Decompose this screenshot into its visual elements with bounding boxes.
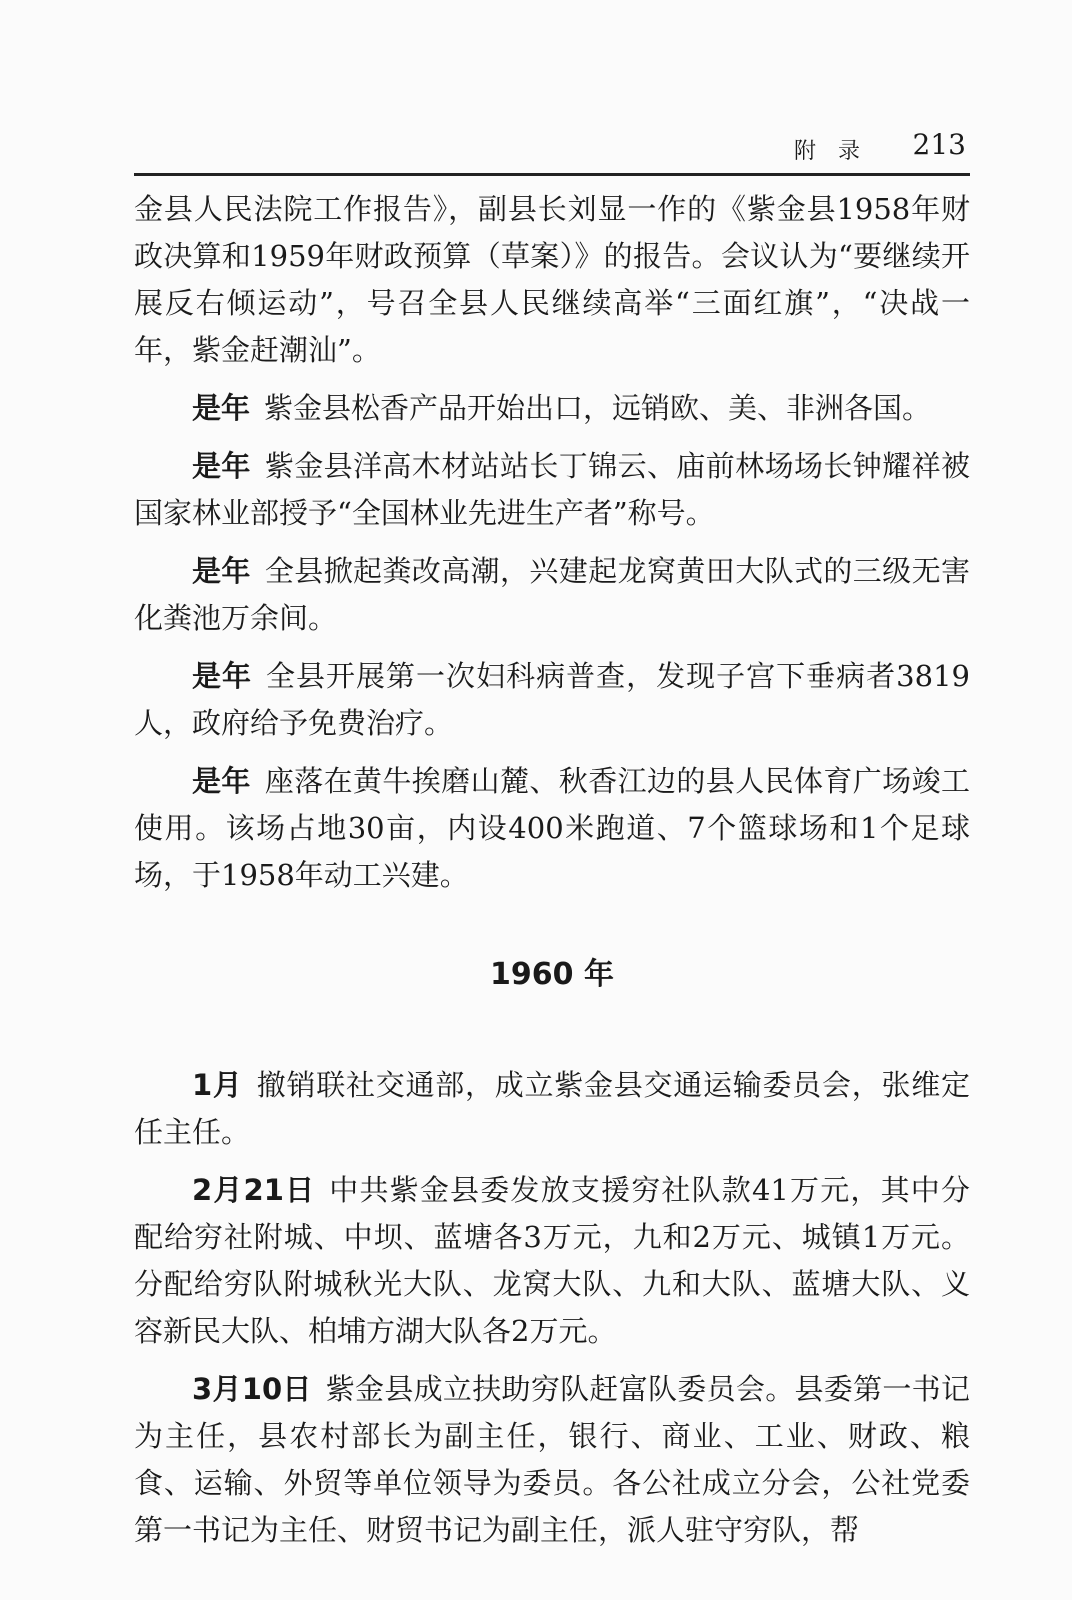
header-rule — [134, 173, 970, 176]
chronicle-entry — [134, 1062, 970, 1156]
entry-lead: 是年 — [192, 764, 251, 798]
paragraph — [134, 653, 970, 747]
paragraph — [134, 548, 970, 642]
section-title: 附录 — [793, 139, 882, 164]
paragraph-text: 全县开展第一次妇科病普查，发现子宫下垂病者3819人，政府给予免费治疗。 — [134, 659, 970, 740]
entry-date: 2月21日 — [192, 1173, 316, 1207]
paragraph — [134, 186, 970, 374]
chronicle-entry — [134, 1167, 970, 1355]
entry-lead: 是年 — [192, 554, 251, 588]
entry-lead: 是年 — [192, 391, 251, 425]
entry-lead: 是年 — [192, 449, 251, 483]
paragraph-text: 金县人民法院工作报告》，副县长刘显一作的《紫金县1958年财政决算和1959年财政预算（草案）》的报告。会议认为“要继续开展反右倾运动”，号召全县人民继续高举“三面红旗”，“决战一年，紫金赶潮汕”。 — [134, 192, 970, 367]
paragraph — [134, 758, 970, 899]
chronicle-entry — [134, 1366, 970, 1554]
entry-date: 3月10日 — [192, 1372, 312, 1406]
paragraph — [134, 385, 970, 432]
running-header — [134, 128, 970, 174]
paragraph-text: 全县掀起粪改高潮，兴建起龙窝黄田大队式的三级无害化粪池万余间。 — [134, 554, 970, 635]
entry-date: 1月 — [192, 1068, 243, 1102]
page-body — [134, 186, 970, 1565]
year-heading: 1960 年 — [490, 957, 614, 992]
entry-lead: 是年 — [192, 659, 253, 693]
paragraph-text: 紫金县洋高木材站站长丁锦云、庙前林场场长钟耀祥被国家林业部授予“全国林业先进生产者”称号。 — [134, 449, 970, 530]
paragraph-text: 座落在黄牛挨磨山麓、秋香江边的县人民体育广场竣工使用。该场占地30亩，内设400米跑道、7个篮球场和1个足球场，于1958年动工兴建。 — [134, 764, 970, 892]
page-number: 213 — [912, 128, 966, 161]
entry-text: 紫金县成立扶助穷队赶富队委员会。县委第一书记为主任，县农村部长为副主任，银行、商业、工业、财政、粮食、运输、外贸等单位领导为委员。各公社成立分会，公社党委第一书记为主任、财贸书记为副主任，派人驻守穷队，帮 — [134, 1372, 970, 1547]
paragraph-text: 紫金县松香产品开始出口，远销欧、美、非洲各国。 — [264, 391, 932, 425]
entry-text: 撤销联社交通部，成立紫金县交通运输委员会，张维定任主任。 — [134, 1068, 970, 1149]
paragraph — [134, 443, 970, 537]
entry-text: 中共紫金县委发放支援穷社队款41万元，其中分配给穷社附城、中坝、蓝塘各3万元，九和2万元、城镇1万元。分配给穷队附城秋光大队、龙窝大队、九和大队、蓝塘大队、义容新民大队、柏埔方湖大队各2万元。 — [134, 1173, 970, 1348]
